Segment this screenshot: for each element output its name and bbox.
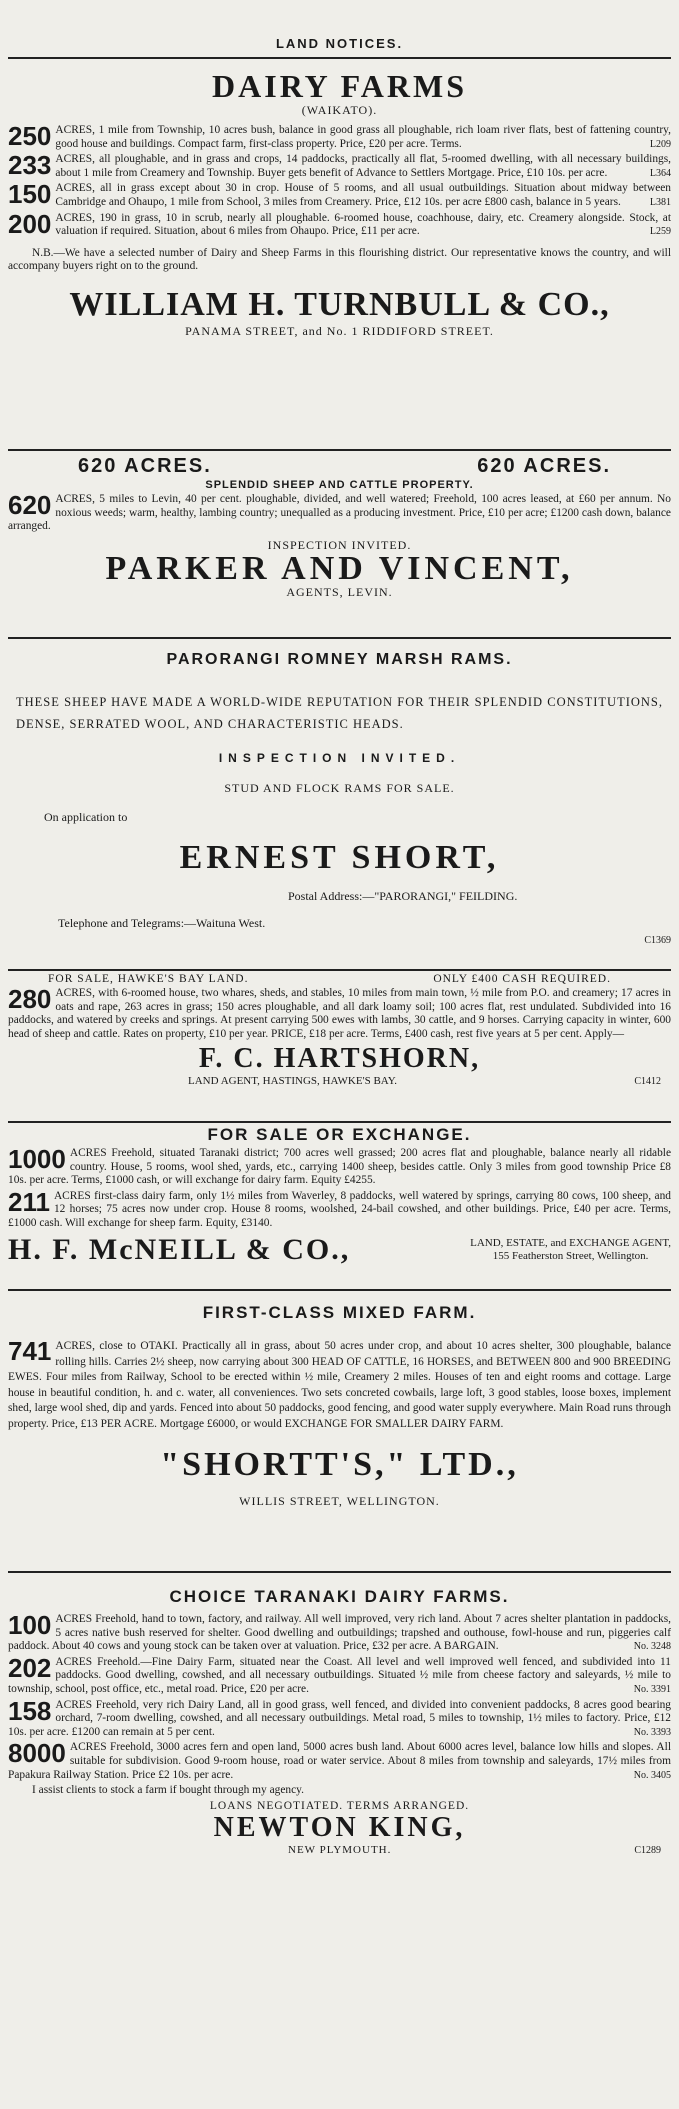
dairy-farms-heading: DAIRY FARMS	[212, 68, 467, 104]
listing-text: ACRES first-class dairy farm, only 1½ miles from Waverley, 8 paddocks, well watered by springs, carrying 80 cows, 100 sheep, and 12 horses; 75 acres now under crop. House 8 rooms, woolshed, 24-bail cowshed, and other buildings. Price, £40 per acre. Terms, £1000 cash. Will exchange for sheep farm. Equity, £3140.	[8, 1189, 671, 1229]
firm-name: F. C. HARTSHORN,	[198, 1043, 481, 1075]
assist-line: I assist clients to stock a farm if bought through my agency.	[32, 1784, 304, 1797]
acre-number: 202	[8, 1652, 52, 1683]
firm-name: ERNEST SHORT,	[179, 839, 500, 876]
firm-address: LAND AGENT, HASTINGS, HAWKE'S BAY.	[188, 1075, 397, 1088]
exchange-heading: FOR SALE OR EXCHANGE.	[207, 1125, 472, 1144]
ref-code: L259	[649, 226, 671, 238]
listing-item	[8, 1186, 671, 1231]
firm-address: WILLIS STREET, WELLINGTON.	[239, 1494, 440, 1508]
ref-code: L364	[649, 167, 671, 179]
loans-line: LOANS NEGOTIATED. TERMS ARRANGED.	[209, 1799, 470, 1812]
acres-heading-right: 620 ACRES.	[477, 455, 611, 477]
ref-code: No. 3248	[633, 1641, 671, 1653]
listing-text: ACRES Freehold, situated Taranaki district; 700 acres well grassed; 200 acres flat and ploughable, balance nearly all ridable country. House, 5 rooms, wool shed, yards, etc., carrying 1400 sheep, besides cattle. Only 3 miles from good township Price £8 10s. per acre. Terms, £1000 cash, or will exchange for dairy farm. Equity £4255.	[8, 1147, 671, 1187]
listing-item	[8, 1652, 671, 1697]
listing-text: ACRES Freehold.—Fine Dairy Farm, situated near the Coast. All level and well improved well fenced, and subdivided into 11 paddocks. Good dwelling, cowshed, and all necessary outbuildings. Situated ½ mile from cheese factory and saleyards, ½ mile to township, school, post office, etc., metal road. Price, £20 per acre.	[8, 1655, 671, 1695]
listing-item	[8, 1336, 671, 1432]
listing-text: ACRES, 190 in grass, 10 in scrub, nearly all ploughable. 6-roomed house, coachhouse, dairy, etc. Creamery alongside. Stock, at valuation if required. Situation, about 6 miles from Ohaupo. Price, £11 per acre.	[55, 211, 671, 238]
listing-item	[8, 121, 671, 151]
listing-item	[8, 179, 671, 210]
inspection-invited: INSPECTION INVITED.	[218, 751, 461, 765]
acre-number: 211	[8, 1186, 50, 1217]
stud-rams-line: STUD AND FLOCK RAMS FOR SALE.	[224, 781, 455, 795]
acre-number: 150	[8, 179, 52, 210]
acre-number: 158	[8, 1695, 52, 1726]
acre-number: 8000	[8, 1738, 66, 1769]
acre-number: 250	[8, 121, 52, 151]
on-application: On application to	[44, 810, 128, 824]
acre-number: 741	[8, 1336, 52, 1366]
ref-code: C1289	[634, 1844, 661, 1856]
acre-number: 233	[8, 150, 52, 181]
exchange-ad	[8, 1123, 671, 1289]
listing-item	[8, 490, 671, 534]
listing-text: ACRES Freehold, hand to town, factory, and railway. All well improved, very rich land. About 7 acres shelter plantation in paddocks, 5 acres native bush reserved for shelter. Good dwelling and outbuildings; trapshed and outhouse, fowl-house and run, piggeries calf paddock. About 40 cows and young stock can be taken over at valuation. Price, £32 per acre. A BARGAIN.	[8, 1613, 671, 1653]
listing-text: ACRES, 1 mile from Township, 10 acres bush, balance in good grass all ploughable, rich loam river flats, best of fattening country, good house and buildings. Compact farm, first-class property. Price, £20 per acre. Terms.	[55, 124, 671, 150]
listing-item	[8, 1738, 671, 1782]
postal-address: Postal Address:—"PARORANGI," FEILDING.	[288, 889, 518, 903]
firm-address	[470, 1237, 671, 1263]
firm-address: AGENTS, LEVIN.	[286, 584, 393, 599]
address-line: 155 Featherston Street, Wellington.	[492, 1249, 649, 1262]
listing-text: ACRES Freehold, very rich Dairy Land, all in good grass, well fenced, and divided into convenient paddocks, 8 acres good bearing orchard, 7-room dwelling, cowshed, and all necessary outbuildings. Metal road, 5 miles to township, 1½ miles to factory. Price, £12 10s. per acre. £1200 can remain at 5 per cent.	[8, 1698, 671, 1738]
mixed-farm-ad	[8, 1291, 671, 1571]
acre-number: 1000	[8, 1144, 66, 1174]
acre-number: 100	[8, 1610, 52, 1640]
cash-required-line: ONLY £400 CASH REQUIRED.	[433, 973, 611, 985]
mixed-farm-heading: FIRST-CLASS MIXED FARM.	[202, 1303, 477, 1322]
listing-item	[8, 1144, 671, 1188]
listing-text: ACRES, all ploughable, and in grass and crops, 14 paddocks, practically all flat, 5-roomed dwelling, with all necessary buildings, about 1 mile from Creamery and Township. Buyer gets benefit of Advance to Settlers Mortgage. Price, £10 10s. per acre.	[55, 153, 671, 179]
listing-item	[8, 150, 671, 181]
parorangi-ad	[8, 639, 671, 969]
acre-number: 620	[8, 490, 52, 520]
acres-heading-left: 620 ACRES.	[78, 455, 212, 477]
firm-name: H. F. McNEILL & CO.,	[8, 1232, 351, 1266]
hawkes-bay-ad	[8, 971, 671, 1121]
listing-text: ACRES Freehold, 3000 acres fern and open land, 5000 acres bush land. About 6000 acres level, balance low hills and slopes. All suitable for subdivision. Good 9-room house, road or water service. About 8 miles from township and saleyards, 17½ miles from Papakura Railway Station. Price £2 10s. per acre.	[8, 1741, 671, 1781]
taranaki-heading: CHOICE TARANAKI DAIRY FARMS.	[169, 1587, 510, 1606]
listing-text: ACRES, with 6-roomed house, two whares, sheds, and stables, 10 miles from main town, ½ mile from P.O. and creamery; 17 acres in oats and rape, 263 acres in grass; 150 acres ploughable, and all dark loamy soil; 100 acres flat, rest undulated. Subdivided into 16 paddocks, and watered by creeks and springs. At present carrying 500 ewes with lambs, 30 cattle, and 9 horses. Carrying capacity in winter, 600 head of sheep and cattle. Rates on property, £10 per year. PRICE, £18 per acre. Terms, £400 cash, rest five years at 5 per cent. Apply—	[8, 987, 671, 1040]
dairy-farms-note: N.B.—We have a selected number of Dairy and Sheep Farms in this flourishing district. Our representative knows the country, and will accompany buyers right on to the ground.	[8, 246, 671, 273]
telephone-line: Telephone and Telegrams:—Waituna West.	[58, 916, 266, 930]
acre-number: 200	[8, 208, 52, 239]
ref-code: No. 3391	[633, 1683, 671, 1695]
listing-item	[8, 1610, 671, 1654]
inspection-invited: INSPECTION INVITED.	[267, 537, 412, 552]
acre-number: 280	[8, 984, 52, 1014]
dairy-farms-subheading: (WAIKATO).	[301, 103, 378, 117]
dairy-farms-ad	[8, 59, 671, 449]
ref-code: No. 3393	[633, 1726, 671, 1738]
ref-code: L209	[649, 138, 671, 150]
firm-address: NEW PLYMOUTH.	[288, 1843, 392, 1856]
listing-item	[8, 984, 671, 1041]
for-sale-line: FOR SALE, HAWKE'S BAY LAND.	[48, 973, 249, 985]
levin-subheading: SPLENDID SHEEP AND CATTLE PROPERTY.	[205, 479, 474, 491]
ref-code: L381	[649, 196, 671, 208]
levin-ad	[8, 451, 671, 637]
firm-name: "SHORTT'S," LTD.,	[160, 1446, 519, 1483]
ref-code: C1412	[634, 1076, 661, 1088]
ref-code: C1369	[644, 935, 671, 946]
listing-item	[8, 1695, 671, 1740]
ref-code: No. 3405	[633, 1769, 671, 1781]
listing-text: ACRES, close to OTAKI. Practically all in grass, about 50 acres under crop, and about 10 acres shelter, 300 ploughable, balance rolling hills. Carries 2½ sheep, now carrying about 300 HEAD OF CATTLE, 16 HORSES, and BETWEEN 800 and 900 BREEDING EWES. Four miles from Railway, School to be erected within ½ mile, Creamery 2 miles. Houses of ten and eight rooms and cottage. Large house in beautiful condition, h. and c. water, all conveniences. Two sets concreted cowbails, large loft, 3 good stables, loose boxes, implement shed, large wool shed, dip and yards. Fenced into about 50 paddocks, good fencing, and good water supply everywhere. Main Road runs through property. Price, £13 PER ACRE. Mortgage £6000, or would EXCHANGE FOR SMALLER DAIRY FARM.	[8, 1340, 671, 1430]
land-notices-header: LAND NOTICES.	[275, 36, 404, 51]
firm-name: PARKER AND VINCENT,	[105, 549, 574, 587]
parorangi-heading: PARORANGI ROMNEY MARSH RAMS.	[166, 651, 513, 668]
address-line: LAND, ESTATE, and EXCHANGE AGENT,	[470, 1236, 671, 1249]
listing-text: ACRES, all in grass except about 30 in crop. House of 5 rooms, and all usual outbuildings. Situation about midway between Cambridge and Ohaupo, 1 mile from School, 3 miles from Creamery. Price, £12 10s. per acre £800 cash, balance in 5 years.	[55, 182, 671, 208]
firm-address: PANAMA STREET, and No. 1 RIDDIFORD STREET.	[185, 323, 494, 338]
parorangi-text: THESE SHEEP HAVE MADE A WORLD-WIDE REPUTATION FOR THEIR SPLENDID CONSTITUTIONS, DENSE, SERRATED WOOL, AND CHARACTERISTIC HEADS.	[16, 695, 663, 731]
listing-text: ACRES, 5 miles to Levin, 40 per cent. ploughable, divided, and well watered; Freehold, 100 acres leased, at £60 per annum. No noxious weeds; warm, healthy, lambing country; unequalled as a producing investment. Price, £10 per acre; £1200 cash down, balance arranged.	[8, 493, 671, 533]
listing-item	[8, 208, 671, 239]
taranaki-ad	[8, 1573, 671, 1923]
firm-name: NEWTON KING,	[213, 1811, 466, 1843]
firm-name: WILLIAM H. TURNBULL & CO.,	[69, 285, 610, 323]
